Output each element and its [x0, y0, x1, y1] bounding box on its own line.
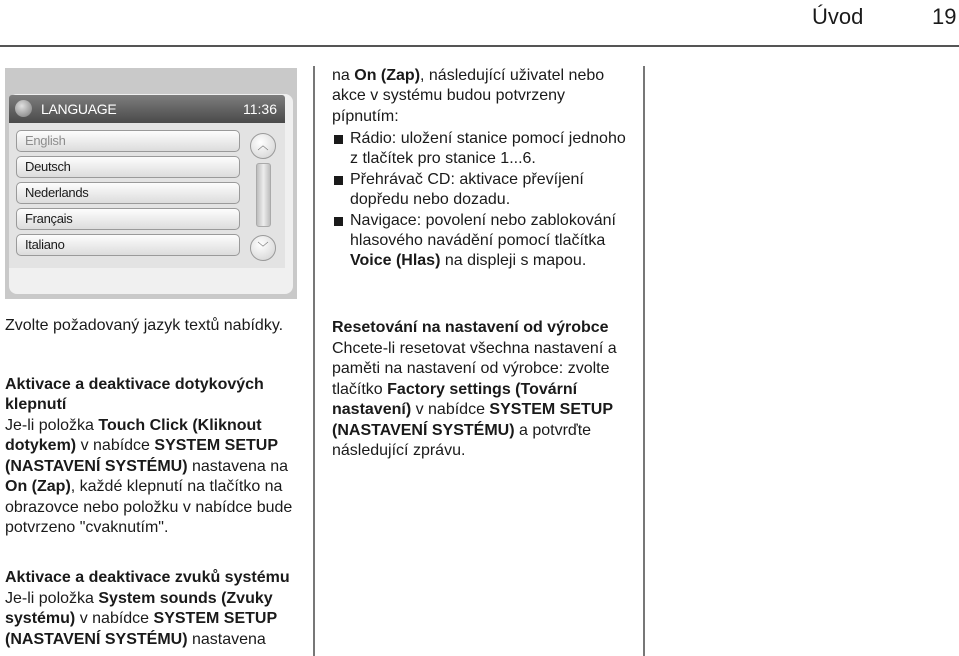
language-option-italiano[interactable]: Italiano	[16, 234, 240, 256]
section-body-factory-reset: Chcete-li resetovat všechna nastavení a paměti na nastavení od výrobce: zvolte tlačítko Factory settings (Tovární nastavení) v nabídce SYSTEM SETUP (NASTAVENÍ SYSTÉMU) a potvrďte následující zprávu.	[332, 340, 617, 460]
section-heading-touch-click: Aktivace a deaktivace dotykových klepnutí	[5, 376, 264, 414]
chapter-title: Úvod	[812, 4, 864, 29]
screen-caption: Zvolte požadovaný jazyk textů nabídky.	[5, 317, 284, 334]
audio-source-icon	[15, 100, 32, 117]
language-scrollbar[interactable]	[250, 129, 276, 261]
header-divider	[0, 45, 959, 47]
beep-intro: na On (Zap), následující uživatel nebo akce v systému budou potvrzeny pípnutím:	[332, 67, 605, 125]
section-heading-system-sounds: Aktivace a deaktivace zvuků systému	[5, 569, 290, 586]
list-item: Navigace: povolení nebo zablokování hlasového navádění pomocí tlačítka Voice (Hlas) na displeji s mapou.	[332, 211, 632, 272]
language-list-panel	[9, 123, 285, 268]
language-option-francais[interactable]: Français	[16, 208, 240, 230]
scroll-track[interactable]	[256, 163, 271, 227]
language-option-english[interactable]: English	[16, 130, 240, 152]
list-item: Rádio: uložení stanice pomocí jednoho z tlačítek pro stanice 1...6.	[332, 129, 632, 170]
section-body-touch-click: Je-li položka Touch Click (Kliknout dotykem) v nabídce SYSTEM SETUP (NASTAVENÍ SYSTÉMU) nastavena na On (Zap), každé klepnutí na tlačítko na obrazovce nebo položku v nabídce bude potvrzeno "cvaknutím".	[5, 417, 293, 537]
column-divider	[313, 66, 315, 656]
screen-title-bar	[9, 95, 285, 123]
screen-clock: 11:36	[243, 101, 277, 117]
language-option-deutsch[interactable]: Deutsch	[16, 156, 240, 178]
language-option-nederlands[interactable]: Nederlands	[16, 182, 240, 204]
section-body-system-sounds: Je-li položka System sounds (Zvuky systému) v nabídce SYSTEM SETUP (NASTAVENÍ SYSTÉMU) nastavena	[5, 590, 277, 648]
page-number: 19	[932, 4, 957, 29]
chevron-down-icon[interactable]: ﹀	[250, 235, 276, 261]
chevron-up-icon[interactable]: ︿	[250, 133, 276, 159]
section-heading-factory-reset: Resetování na nastavení od výrobce	[332, 319, 609, 336]
column-divider-right	[643, 66, 645, 656]
list-item: Přehrávač CD: aktivace převíjení dopředu nebo dozadu.	[332, 170, 632, 211]
screen-title: LANGUAGE	[41, 101, 117, 117]
beep-action-list	[332, 129, 632, 272]
